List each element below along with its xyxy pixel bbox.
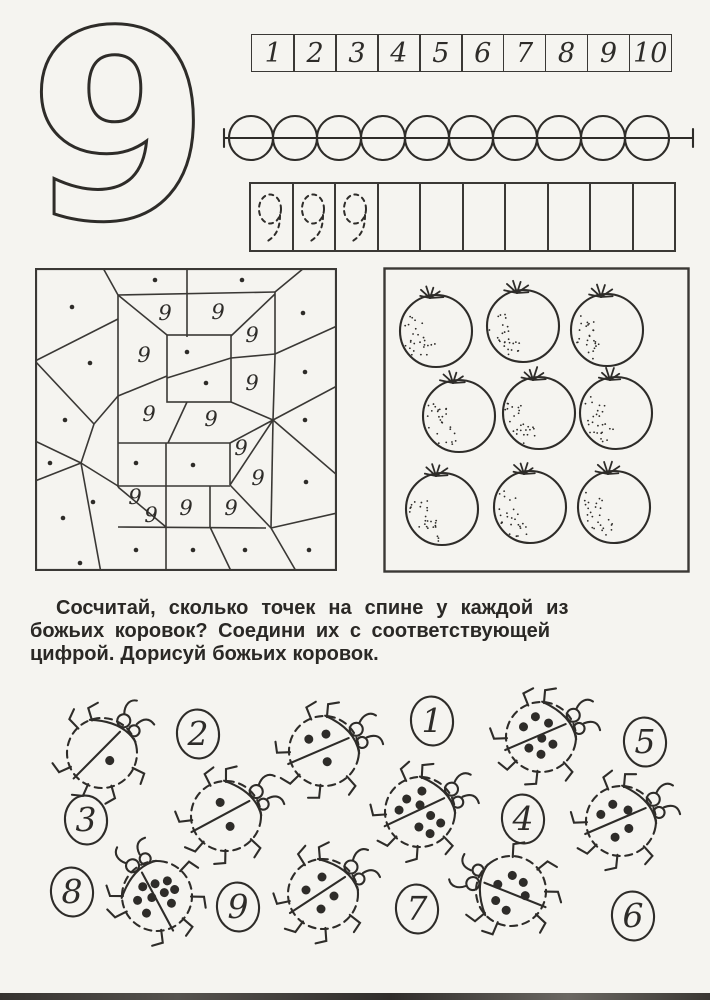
ladybug-4-dots (273, 842, 380, 943)
ladybug-dot (517, 876, 530, 889)
mosaic-lines (35, 268, 337, 571)
mosaic-dot (70, 305, 75, 310)
trace-cell-empty (504, 182, 549, 252)
ladybug-5-dots (562, 764, 686, 881)
ladybug-leg (204, 767, 214, 786)
ladybug-dot (170, 885, 180, 895)
ladybug-antenna (353, 849, 368, 860)
number-cell-digit: 4 (390, 37, 408, 69)
circled-number-digit: 6 (622, 896, 644, 935)
ladybug-leg (133, 766, 147, 785)
dotted-digit-9 (251, 185, 291, 249)
instruction-line-3: цифрой. Дорисуй божьих коровок. (30, 643, 379, 665)
ladybug-dot (506, 869, 519, 882)
ladybug-dot (317, 905, 326, 914)
ladybug-antenna (366, 735, 384, 745)
ladybug-antenna (122, 700, 139, 714)
ladybug-dot (425, 829, 435, 839)
mosaic-digit-label: 9 (224, 496, 238, 520)
circled-number-8 (49, 865, 96, 918)
ladybug-leg (107, 910, 127, 919)
instruction-line-1: Сосчитай, сколько точек на спине у каждой из (56, 597, 569, 619)
mosaic-dot (78, 561, 83, 566)
orange (400, 286, 472, 367)
ladybug-dot (147, 893, 157, 903)
ladybug-eye (573, 722, 586, 735)
ladybug-dot (417, 786, 427, 796)
number-cell-digit: 9 (599, 37, 617, 69)
number-cell-6 (461, 34, 505, 72)
mosaic-digit-label: 9 (179, 496, 193, 520)
ladybug-leg (185, 840, 204, 852)
ladybug-antenna (115, 847, 127, 863)
ladybug-dot (624, 823, 634, 833)
dotted-digit-9 (336, 185, 376, 249)
mosaic-digit-label: 9 (158, 301, 172, 325)
number-cell-digit: 1 (264, 37, 282, 69)
orange (487, 281, 559, 362)
number-cell-3 (335, 34, 379, 72)
number-cell-digit: 3 (348, 37, 366, 69)
ladybug-leg (68, 709, 79, 730)
ladybug-dot (302, 886, 311, 895)
circled-number-5 (622, 715, 669, 768)
trace-cell-empty (547, 182, 592, 252)
mosaic-dot (48, 461, 53, 466)
circled-number-digit: 9 (227, 887, 249, 926)
mosaic-dot (204, 381, 209, 386)
mosaic-digit-label: 9 (251, 466, 265, 490)
ladybug-leg (180, 861, 198, 873)
orange (571, 285, 643, 366)
mosaic-dot (301, 311, 306, 316)
mosaic-dot (191, 548, 196, 553)
ladybug-dot (159, 888, 169, 898)
circled-number-2 (175, 707, 222, 760)
circled-number-7 (394, 882, 441, 935)
ladybug-wing-divider (385, 791, 444, 834)
mosaic-border (36, 269, 336, 570)
circled-number-6 (610, 889, 657, 942)
color-by-number-mosaic (35, 268, 337, 571)
mosaic-dot (304, 480, 309, 485)
number-cell-digit: 6 (474, 37, 492, 69)
trace-cell-empty (419, 182, 464, 252)
ladybug-dot (548, 739, 558, 749)
trace-cell-dotted-9 (249, 182, 294, 252)
ladybug-dot (138, 882, 148, 892)
mosaic-dot (303, 418, 308, 423)
number-cell-9 (587, 34, 631, 72)
orange (578, 462, 650, 543)
ladybug-wing-divider (505, 715, 565, 760)
mosaic-dot (240, 278, 245, 283)
ladybug-leg (316, 928, 327, 944)
number-cell-5 (419, 34, 463, 72)
number-row (253, 34, 672, 72)
scan-edge-bar (0, 993, 710, 1000)
ladybug-leg (545, 886, 564, 907)
ladybug-dot (318, 873, 327, 882)
number-cell-2 (293, 34, 337, 72)
mosaic-digit-label: 9 (245, 371, 259, 395)
dotted-digit-9 (294, 185, 334, 249)
mosaic-dot (61, 516, 66, 521)
ladybug-leg (601, 769, 612, 789)
circled-number-9 (215, 880, 262, 933)
oranges-border (385, 269, 689, 572)
ladybug-dot (321, 729, 331, 739)
ladybug-dot (394, 805, 404, 815)
ladybug-eye (128, 724, 141, 737)
ladybug-dot (402, 794, 412, 804)
ladybug-leg (521, 687, 533, 706)
ladybug-dot (518, 722, 528, 732)
ladybug-dot (436, 818, 446, 828)
ladybug-antenna (267, 796, 285, 804)
trace-cell-dotted-9 (292, 182, 337, 252)
number-cell-8 (545, 34, 589, 72)
ladybug-antenna (359, 712, 376, 725)
mosaic-dot (191, 463, 196, 468)
ladybug-body (188, 778, 264, 854)
instruction-text (30, 597, 686, 666)
ladybug-dot (304, 734, 314, 744)
ladybug-dot (133, 895, 143, 905)
mosaic-digit-label: 9 (142, 402, 156, 426)
ladybug-dot (162, 876, 172, 886)
ladybug-body (288, 859, 358, 929)
ladybug-leg (249, 839, 261, 858)
number-cell-4 (377, 34, 421, 72)
ladybug-leg (304, 700, 315, 719)
oranges-box (383, 267, 690, 573)
ladybug-dot (596, 809, 606, 819)
ladybug-dot (142, 908, 152, 918)
ladybug-dot (426, 810, 436, 820)
mosaic-dot (243, 548, 248, 553)
circled-number-digit: 7 (406, 889, 428, 928)
mosaic-digit-label: 9 (144, 503, 158, 527)
number-cell-7 (503, 34, 547, 72)
ladybug-antenna (137, 837, 145, 855)
circled-number-digit: 5 (634, 722, 656, 761)
ladybug-dot (322, 757, 332, 767)
orange (406, 464, 478, 545)
trace-cell-empty (632, 182, 677, 252)
ladybug-antenna (363, 870, 380, 877)
trace-cell-empty (462, 182, 507, 252)
number-cell-10 (629, 34, 673, 72)
ladybug-dot (489, 894, 502, 907)
circled-number-digit: 3 (75, 800, 97, 839)
ladybug-dot (530, 712, 540, 722)
ladybug-antenna (448, 874, 466, 893)
mosaic-dot (134, 461, 139, 466)
number-cell-digit: 10 (633, 37, 668, 69)
ladybug-antenna (583, 721, 601, 731)
ladybug-wing-divider (288, 729, 348, 774)
mosaic-digit-label: 9 (128, 485, 142, 509)
ladybug-leg (350, 915, 360, 932)
orange (423, 371, 495, 452)
ladybug-dot (536, 749, 546, 759)
big-digit (14, 6, 224, 262)
circled-number-1 (409, 694, 456, 747)
circled-number-digit: 1 (421, 701, 443, 740)
ladybug-antenna (454, 772, 470, 785)
ladybug-dot (543, 718, 553, 728)
ladybug-antenna (576, 698, 593, 711)
ladybug-2-dots (171, 761, 287, 869)
ladybug-dot (608, 799, 618, 809)
mosaic-dot (91, 500, 96, 505)
ladybug-dot (414, 822, 424, 832)
mosaic-digit-label: 9 (204, 407, 218, 431)
circled-number-4 (500, 792, 547, 845)
mosaic-digit-label: 9 (137, 343, 151, 367)
ladybug-eye (470, 862, 485, 877)
tracing-row (251, 182, 676, 252)
number-cell-digit: 8 (557, 37, 576, 69)
number-cell-1 (251, 34, 295, 72)
mosaic-dot (153, 278, 158, 283)
ladybug-antenna (259, 774, 275, 786)
oranges-group (400, 281, 652, 545)
mosaic-dot (307, 548, 312, 553)
circled-number-digit: 8 (61, 872, 83, 911)
ladybug-antenna (462, 794, 480, 803)
ladybug-eye (653, 806, 666, 819)
trace-cell-dotted-9 (334, 182, 379, 252)
ladybugs-area (0, 660, 710, 990)
ladybug-7-dots (482, 678, 606, 795)
mosaic-digit-label: 9 (211, 300, 225, 324)
ladybug-wing-divider (66, 732, 127, 779)
orange (503, 367, 575, 449)
ladybug-leg (298, 846, 305, 865)
ladybug-dot (167, 898, 177, 908)
ladybug-dot (610, 832, 620, 842)
mosaic-dot (303, 370, 308, 375)
number-cell-digit: 2 (306, 37, 324, 69)
trace-cell-empty (589, 182, 634, 252)
ladybug-dot (150, 879, 160, 889)
orange (580, 368, 652, 449)
ladybug-dot (524, 743, 534, 753)
ladybug-leg (530, 913, 548, 933)
instruction-line-2: божьих коровок? Соедини их с соответствующей (30, 620, 551, 642)
number-cell-digit: 7 (516, 37, 534, 69)
bead-string (215, 105, 705, 175)
ladybug-leg (285, 922, 303, 933)
ladybug-antenna (663, 805, 681, 815)
ladybug-body (119, 858, 195, 934)
circled-number-digit: 2 (187, 714, 209, 753)
mosaic-dot (88, 361, 93, 366)
ladybug-dot (330, 892, 339, 901)
ladybug-1-dots (42, 692, 168, 812)
big-digit-glyph: 9 (27, 6, 211, 262)
mosaic-digit-label: 9 (234, 436, 248, 460)
ladybug-leg (319, 842, 329, 860)
ladybug-leg (399, 761, 409, 781)
ladybug-dot (215, 798, 225, 808)
mosaic-dot (185, 350, 190, 355)
orange (494, 463, 566, 543)
ladybug-dot (537, 733, 547, 743)
ladybug-dot (225, 822, 235, 832)
ladybug-3-dots (267, 693, 389, 809)
circled-number-3 (63, 793, 110, 846)
circled-number-digit: 4 (512, 799, 534, 838)
number-cell-digit: 5 (432, 37, 450, 69)
mosaic-dot (134, 548, 139, 553)
mosaic-dot (63, 418, 68, 423)
trace-cell-empty (377, 182, 422, 252)
mosaic-digit-label: 9 (245, 323, 259, 347)
ladybug-antenna (656, 782, 673, 795)
ladybug-eye (356, 736, 369, 749)
ladybug-leg (537, 859, 557, 877)
ladybug-dot (104, 755, 115, 766)
ladybug-dot (500, 904, 513, 917)
